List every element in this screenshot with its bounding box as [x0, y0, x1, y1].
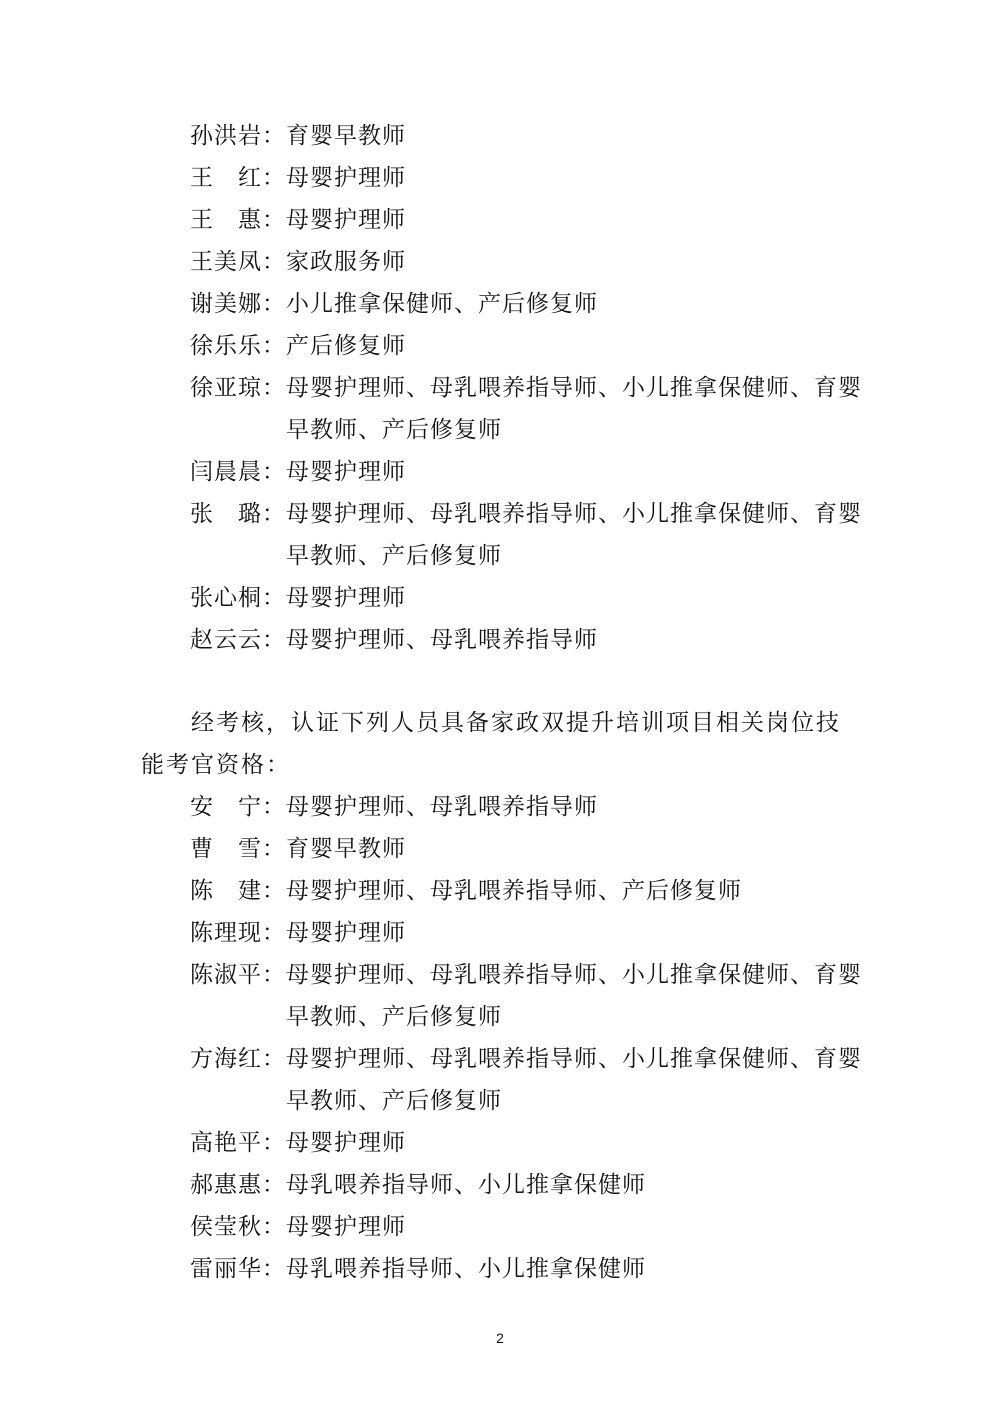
- list-item: [190, 367, 870, 451]
- list-item: [190, 912, 870, 954]
- person-name: 雷丽华：: [190, 1256, 286, 1282]
- person-name: 闫晨晨：: [190, 459, 286, 485]
- person-roles: 产后修复师: [286, 333, 406, 359]
- list-item: [190, 1038, 870, 1122]
- list-item: [190, 1164, 870, 1206]
- person-name: 安 宁：: [190, 794, 286, 820]
- person-roles: 母婴护理师、母乳喂养指导师、小儿推拿保健师、育婴早教师、产后修复师: [286, 962, 862, 1030]
- person-name: 高艳平：: [190, 1130, 286, 1156]
- person-roles: 母婴护理师: [286, 165, 406, 191]
- list-item: [190, 577, 870, 619]
- list-item: [190, 1122, 870, 1164]
- person-name: 徐乐乐：: [190, 333, 286, 359]
- list-item: [190, 786, 870, 828]
- person-roles: 育婴早教师: [286, 123, 406, 149]
- person-name: 方海红：: [190, 1046, 286, 1072]
- list-item: [190, 619, 870, 661]
- person-name: 张心桐：: [190, 585, 286, 611]
- list-item: [190, 1248, 870, 1290]
- person-name: 赵云云：: [190, 627, 286, 653]
- person-roles: 育婴早教师: [286, 836, 406, 862]
- person-name: 曹 雪：: [190, 836, 286, 862]
- person-roles: 母婴护理师、母乳喂养指导师、小儿推拿保健师、育婴早教师、产后修复师: [286, 501, 862, 569]
- certification-paragraph: 经考核，认证下列人员具备家政双提升培训项目相关岗位技能考官资格：: [141, 710, 841, 778]
- list-item: [190, 451, 870, 493]
- person-roles: 母婴护理师: [286, 1214, 406, 1240]
- person-name: 徐亚琼：: [190, 375, 286, 401]
- list-item: [190, 157, 870, 199]
- person-name: 王 红：: [190, 165, 286, 191]
- person-name: 陈淑平：: [190, 962, 286, 988]
- examiner-list-b: [190, 786, 870, 1290]
- person-roles: 家政服务师: [286, 249, 406, 275]
- list-item: [190, 283, 870, 325]
- person-roles: 母婴护理师: [286, 1130, 406, 1156]
- person-roles: 母婴护理师: [286, 585, 406, 611]
- person-name: 王美凤：: [190, 249, 286, 275]
- list-item: [190, 241, 870, 283]
- list-item: [190, 954, 870, 1038]
- person-name: 陈理现：: [190, 920, 286, 946]
- person-name: 张 璐：: [190, 501, 286, 527]
- list-item: [190, 115, 870, 157]
- person-roles: 母婴护理师、母乳喂养指导师、小儿推拿保健师、育婴早教师、产后修复师: [286, 1046, 862, 1114]
- person-roles: 母婴护理师、母乳喂养指导师: [286, 627, 598, 653]
- person-name: 侯莹秋：: [190, 1214, 286, 1240]
- person-roles: 母婴护理师: [286, 920, 406, 946]
- list-item: [190, 1206, 870, 1248]
- person-roles: 母婴护理师、母乳喂养指导师、小儿推拿保健师、育婴早教师、产后修复师: [286, 375, 862, 443]
- list-item: [190, 199, 870, 241]
- person-name: 陈 建：: [190, 878, 286, 904]
- examiner-list-a: [190, 115, 870, 661]
- list-item: [190, 870, 870, 912]
- person-roles: 母婴护理师、母乳喂养指导师、产后修复师: [286, 878, 742, 904]
- list-item: [190, 325, 870, 367]
- person-name: 谢美娜：: [190, 291, 286, 317]
- person-roles: 母婴护理师: [286, 207, 406, 233]
- person-roles: 母乳喂养指导师、小儿推拿保健师: [286, 1256, 646, 1282]
- person-roles: 母乳喂养指导师、小儿推拿保健师: [286, 1172, 646, 1198]
- person-name: 孙洪岩：: [190, 123, 286, 149]
- person-roles: 母婴护理师、母乳喂养指导师: [286, 794, 598, 820]
- page-number: 2: [496, 1330, 504, 1346]
- person-name: 王 惠：: [190, 207, 286, 233]
- person-name: 郝惠惠：: [190, 1172, 286, 1198]
- person-roles: 母婴护理师: [286, 459, 406, 485]
- person-roles: 小儿推拿保健师、产后修复师: [286, 291, 598, 317]
- list-item: [190, 828, 870, 870]
- list-item: [190, 493, 870, 577]
